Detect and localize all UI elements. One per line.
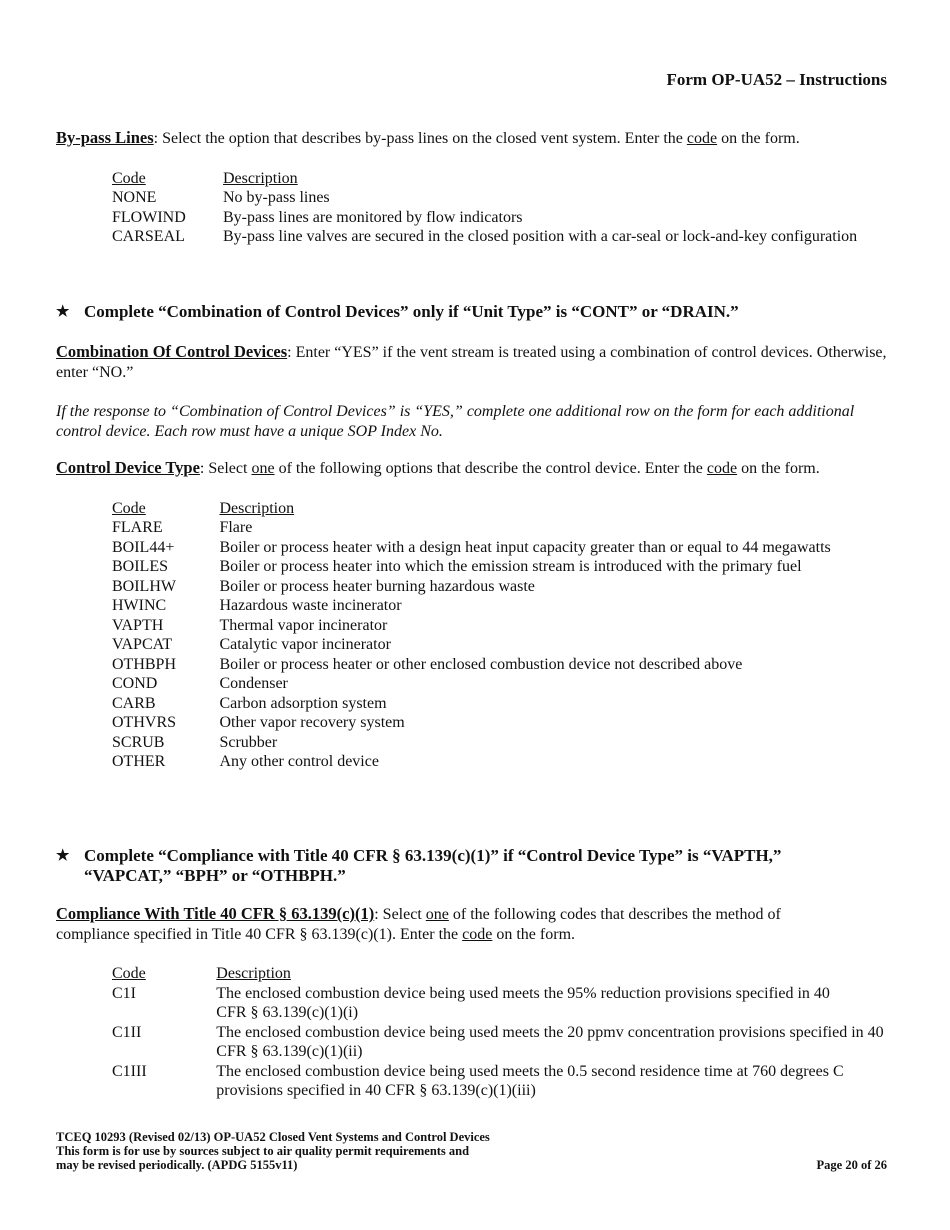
- table-row: CARSEAL By-pass line valves are secured in the closed position with a car-seal or lock-and-key configuration: [112, 228, 858, 245]
- table-row: OTHBPH Boiler or process heater or other enclosed combustion device not described above: [112, 655, 743, 673]
- bypass-code-table: [112, 169, 893, 247]
- combination-section: [56, 342, 894, 441]
- control-type-paragraph: Control Device Type: Select one of the following options that describe the control device. Enter the code on the form.: [56, 458, 820, 477]
- table-row: SCRUB Scrubber: [112, 733, 278, 751]
- page-number: Page 20 of 26: [816, 1158, 887, 1172]
- table-row: HWINC Hazardous waste incinerator: [112, 597, 402, 614]
- table-row: FLARE Flare: [112, 519, 253, 536]
- control-type-section: [56, 458, 894, 772]
- table-row: BOILHW Boiler or process heater burning hazardous waste: [112, 577, 535, 595]
- star-icon: ★: [56, 848, 70, 864]
- table-row: BOIL44+ Boiler or process heater with a design heat input capacity greater than or equal to 44 megawatts: [112, 538, 831, 556]
- bypass-section: [56, 128, 894, 247]
- description-header: Description: [216, 965, 291, 982]
- code-header: Code: [112, 169, 146, 187]
- control-type-title: Control Device Type: [56, 458, 200, 477]
- bypass-title: By-pass Lines: [56, 128, 154, 147]
- table-row: COND Condenser: [112, 675, 288, 692]
- control-type-code-table: [112, 499, 894, 772]
- combination-paragraph: Combination Of Control Devices: Enter “YES” if the vent stream is treated using a combination of control devices. Otherwise, enter “NO.”: [56, 342, 887, 381]
- note-combination: [56, 302, 894, 322]
- page-header-title: Form OP-UA52 – Instructions: [666, 70, 887, 89]
- table-row: C1II The enclosed combustion device being used meets the 20 ppmv concentration provisions specified in 40 CFR § 63.139(c)(1)(ii): [112, 1023, 884, 1060]
- combination-italic-note: If the response to “Combination of Control Devices” is “YES,” complete one additional row on the form for each additional control device. Each row must have a unique SOP Index No.: [56, 403, 855, 440]
- compliance-title: Compliance With Title 40 CFR § 63.139(c)(1): [56, 904, 375, 923]
- note-text: Complete “Compliance with Title 40 CFR § 63.139(c)(1)” if “Control Device Type” is “VAPTH,” “VAPCAT,” “BPH” or “OTHBPH.”: [84, 846, 782, 885]
- table-row: FLOWIND By-pass lines are monitored by flow indicators: [112, 208, 523, 226]
- table-row: C1I The enclosed combustion device being used meets the 95% reduction provisions specified in 40 CFR § 63.139(c)(1)(i): [112, 984, 830, 1021]
- compliance-section: [56, 904, 894, 1101]
- footer-revision-note: may be revised periodically. (APDG 5155v11): [56, 1158, 298, 1172]
- code-header: Code: [112, 965, 146, 982]
- table-row: NONE No by-pass lines: [112, 189, 330, 206]
- bypass-paragraph: By-pass Lines: Select the option that describes by-pass lines on the closed vent system. Enter the code on the form.: [56, 128, 800, 147]
- table-row: BOILES Boiler or process heater into which the emission stream is introduced with the primary fuel: [112, 558, 802, 575]
- table-row: OTHER Any other control device: [112, 753, 379, 770]
- table-row: C1III The enclosed combustion device being used meets the 0.5 second residence time at 760 degrees C provisions specified in 40 CFR § 63.139(c)(1)(iii): [112, 1062, 844, 1099]
- table-row: CARB Carbon adsorption system: [112, 694, 387, 712]
- compliance-paragraph: Compliance With Title 40 CFR § 63.139(c)(1): Select one of the following codes that describes the method of compliance specified in Title 40 CFR § 63.139(c)(1). Enter the code on the form.: [56, 904, 781, 943]
- code-header: Code: [112, 499, 146, 517]
- footer-form-id: TCEQ 10293 (Revised 02/13) OP-UA52 Closed Vent Systems and Control Devices: [56, 1130, 490, 1144]
- description-header: Description: [223, 169, 298, 187]
- page-footer: [56, 1130, 894, 1172]
- footer-usage-note: This form is for use by sources subject to air quality permit requirements and: [56, 1144, 470, 1158]
- note-compliance: [56, 846, 894, 886]
- table-row: OTHVRS Other vapor recovery system: [112, 714, 405, 731]
- note-text: Complete “Combination of Control Devices” only if “Unit Type” is “CONT” or “DRAIN.”: [84, 302, 739, 321]
- table-row: VAPCAT Catalytic vapor incinerator: [112, 636, 391, 653]
- star-icon: ★: [56, 304, 70, 320]
- table-row: VAPTH Thermal vapor incinerator: [112, 616, 388, 634]
- compliance-code-table: [112, 964, 894, 1101]
- description-header: Description: [219, 499, 295, 517]
- combination-title: Combination Of Control Devices: [56, 342, 288, 361]
